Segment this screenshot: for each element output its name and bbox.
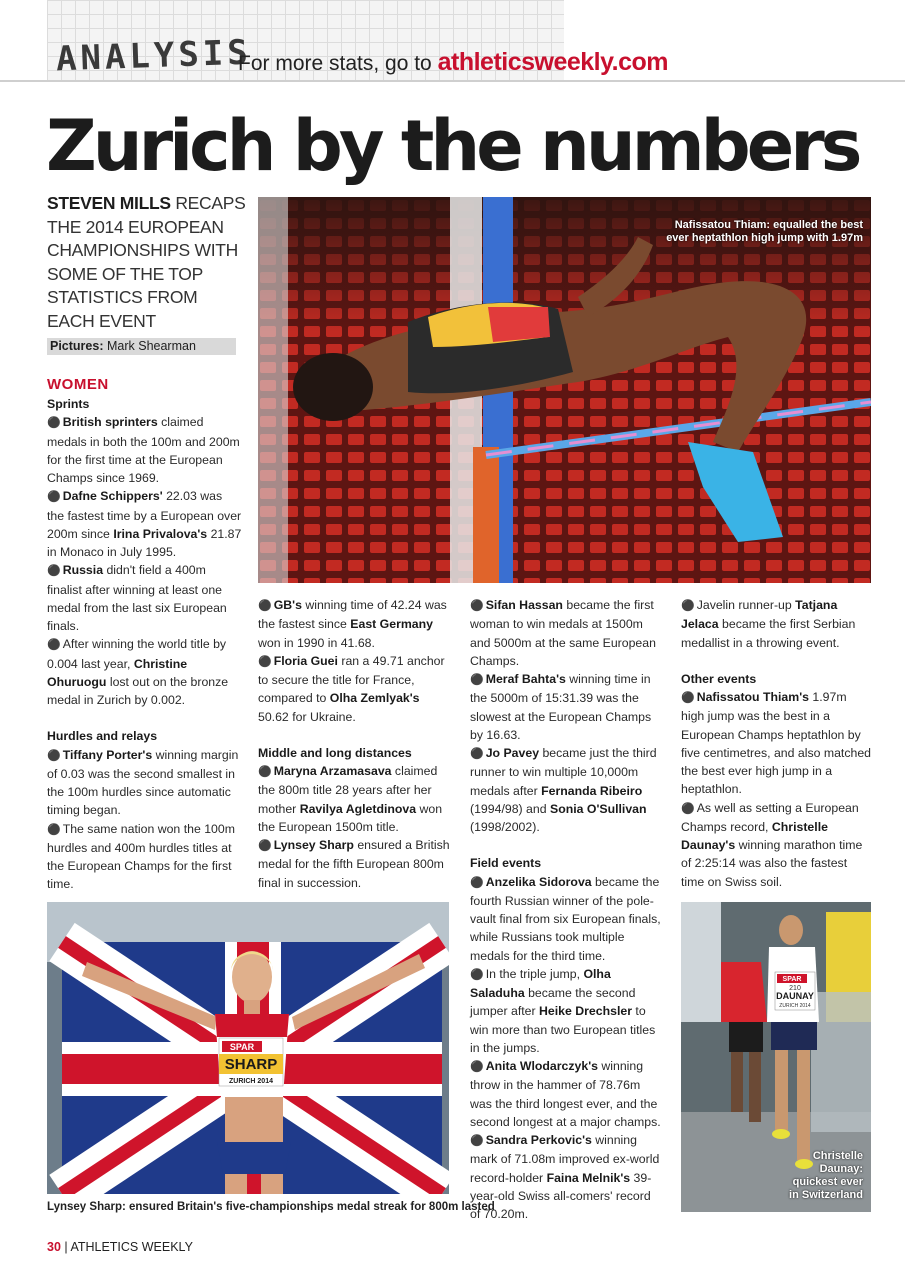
bullet-icon: ⚫ [470,600,484,612]
daunay-bib-name: DAUNAY [776,991,814,1001]
list-item: ⚫ Javelin runner-up Tatjana Jelaca became the first Serbian medallist in a throwing event. [681,598,856,650]
intro-standfirst [47,192,247,333]
field-events-heading: Field events [470,856,542,871]
list-item: ⚫ As well as setting a European Champs record, Christelle Daunay's winning marathon time of 2:25:14 was also the fastest time on Swiss soil. [681,800,863,889]
list-item: ⚫ Sifan Hassan became the first woman to win medals at 1500m and 5000m at the same European Champs. [470,598,656,668]
section-tag: ANALYSIS [55,32,253,80]
bullet-icon: ⚫ [47,417,61,430]
thiam-caption: Nafissatou Thiam: equalled the best ever heptathlon high jump with 1.97m [666,219,863,244]
intro-author: STEVEN MILLS [47,193,171,213]
sharp-bib-top: SPAR [229,1042,255,1052]
header-divider [0,80,905,82]
list-item: ⚫ Meraf Bahta's winning time in the 5000m of 15:31.39 was the slowest at the European Champs by 16.63. [470,672,652,742]
daunay-marathon-photo [681,902,871,1212]
bullet-icon: ⚫ [681,600,695,612]
promo-site-link[interactable]: athleticsweekly.com [437,48,669,76]
bullet-icon: ⚫ [258,840,272,852]
daunay-bib-top: SPAR [782,976,802,983]
daunay-bib-number: 210 [789,985,801,992]
sharp-flag-photo [47,902,449,1194]
bullet-icon: ⚫ [47,823,61,836]
thiam-high-jump-photo [258,197,871,583]
sharp-photo-illustration [47,902,449,1194]
bullet-icon: ⚫ [470,1135,484,1147]
list-item: ⚫ Floria Guei ran a 49.71 anchor to secure the title for France, compared to Olha Zemlyak's 50.62 for Ukraine. [258,653,445,724]
thiam-photo-illustration [258,197,871,583]
column-3 [470,596,662,1223]
bullet-icon: ⚫ [47,491,61,504]
list-item: ⚫ Lynsey Sharp ensured a British medal for the fifth European 800m final in succession. [258,838,450,890]
hurdles-heading: Hurdles and relays [47,729,158,744]
bullet-icon: ⚫ [47,639,61,652]
daunay-bib-bottom: ZURICH 2014 [779,1003,811,1009]
list-item: ⚫ British sprinters claimed medals in both the 100m and 200m for the first time at the European Champs since 1969. [47,415,240,485]
credit-name: Mark Shearman [106,339,196,353]
list-item: ⚫ Anita Wlodarczyk's winning throw in the hammer of 78.76m was the third longest ever, and the second longest at a major champs. [470,1059,661,1129]
sharp-caption: Lynsey Sharp: ensured Britain's five-championships medal streak for 800m lasted [47,1201,495,1213]
credit-label: Pictures: [50,339,104,353]
list-item: ⚫ Nafissatou Thiam's 1.97m high jump was the best in a European Champs heptathlon by five centimetres, and also matched the best ever high jump in a heptathlon. [681,690,872,797]
promo-line [238,48,668,77]
promo-text: For more stats, go to [238,52,432,75]
bullet-icon: ⚫ [47,565,61,578]
daunay-caption: Christelle Daunay: quickest ever in Switzerland [789,1150,863,1201]
intro-text: RECAPS THE 2014 EUROPEAN CHAMPIONSHIPS WITH SOME OF THE TOP STATISTICS FROM EACH EVENT [47,193,246,331]
middle-distance-heading: Middle and long distances [258,745,412,760]
list-item: ⚫ After winning the world title by 0.004 last year, Christine Ohuruogu lost out on the bronze medal in Zurich by 0.002. [47,637,229,707]
bullet-icon: ⚫ [470,968,484,981]
bullet-icon: ⚫ [47,749,61,762]
list-item: ⚫ Anzelika Sidorova became the fourth Russian winner of the pole-vault final from six European finals, while Russians took multiple medals for the third time. [470,874,661,963]
bullet-icon: ⚫ [470,674,484,686]
sharp-bib-name: SHARP [224,1056,278,1073]
page-footer [47,1240,193,1254]
bullet-icon: ⚫ [258,655,272,668]
page-number: 30 [47,1240,61,1254]
column-2 [258,596,450,892]
list-item: ⚫ Tiffany Porter's winning margin of 0.03 was the second smallest in the 100m hurdles since automatic timing began. [47,747,239,818]
list-item: ⚫ Dafne Schippers' 22.03 was the fastest time by a European over 200m since Irina Privalova's 21.87 in Monaco in July 1995. [47,489,242,559]
list-item: ⚫ Maryna Arzamasava claimed the 800m title 28 years after her mother Ravilya Agletdinova won the European 1500m title. [258,764,443,834]
photo-credit [47,338,236,355]
list-item: ⚫ In the triple jump, Olha Saladuha became the second jumper after Heike Drechsler to win more than two European titles in the jumps. [470,966,656,1055]
footer-separator: | [64,1240,68,1254]
bullet-icon: ⚫ [258,766,272,778]
bullet-icon: ⚫ [681,692,695,704]
list-item: ⚫ Jo Pavey became just the third runner to win multiple 10,000m medals after Fernanda Ribeiro (1994/98) and Sonia O'Sullivan (1998/2002). [470,746,657,834]
column-4 [681,596,871,891]
bullet-icon: ⚫ [470,748,484,760]
sharp-bib-bottom: ZURICH 2014 [229,1078,273,1085]
bullet-icon: ⚫ [681,802,695,815]
list-item: ⚫ Sandra Perkovic's winning mark of 71.08m improved ex-world record-holder Faina Melnik's 39-year-old Swiss all-comers' record of 70.20m. [470,1133,660,1221]
magazine-name: ATHLETICS WEEKLY [70,1240,193,1254]
column-1 [47,375,242,894]
sprints-heading: Sprints [47,397,90,411]
section-women-title: WOMEN [47,376,109,393]
bullet-icon: ⚫ [470,876,484,889]
list-item: ⚫ The same nation won the 100m hurdles and 400m hurdles titles at the European Champs for the first time. [47,821,235,892]
list-item: ⚫ GB's winning time of 42.24 was the fastest since East Germany won in 1990 in 41.68. [258,598,447,650]
other-events-heading: Other events [681,671,757,686]
bullet-icon: ⚫ [258,600,272,612]
bullet-icon: ⚫ [470,1061,484,1073]
list-item: ⚫ Russia didn't field a 400m finalist after winning at least one medal from the last six European finals. [47,563,227,633]
page-title: Zurich by the numbers [46,105,859,187]
